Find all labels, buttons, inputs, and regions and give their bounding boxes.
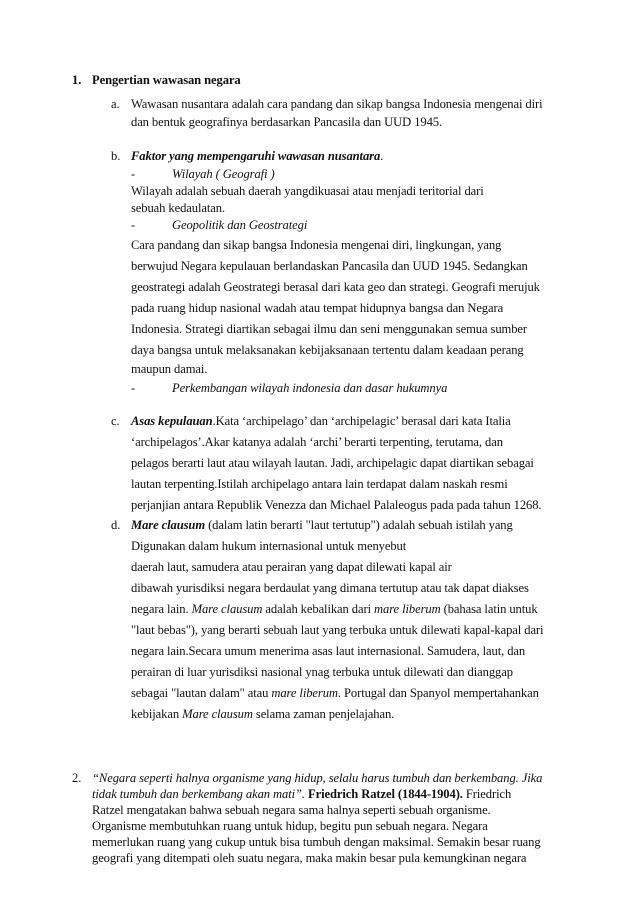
geopolitik-line-3: geostrategi adalah Geostrategi berasal dari kata geo dan strategi. Geografi merujuk [131, 280, 540, 294]
item-d-line-1: Mare clausum (dalam latin berarti "laut tertutup") adalah sebuah istilah yang [131, 518, 513, 532]
item-c-line-2: ‘archipelagos’.Akar katanya adalah ‘archi’ berarti terpenting, terutama, dan [131, 435, 503, 449]
list-dash: - [131, 218, 136, 232]
wilayah-line-2: sebuah kedaulatan. [131, 201, 226, 215]
section-1-number: 1. [72, 73, 82, 87]
subitem-perkembangan-title: Perkembangan wilayah indonesia dan dasar hukumnya [172, 381, 448, 395]
section-2-number: 2. [72, 771, 82, 785]
item-d-line-2: Digunakan dalam hukum internasional untuk menyebut [131, 539, 407, 553]
item-c-line-4: lautan terpenting.Istilah archipelago antara lain terdapat dalam naskah resmi [131, 477, 508, 491]
item-a-label: a. [111, 97, 120, 111]
section-1-title: Pengertian wawasan negara [92, 73, 241, 87]
section-2-line-5: memerlukan ruang yang cukup untuk bisa tumbuh dengan maksimal. Semakin besar ruang [92, 835, 541, 849]
subitem-wilayah-title: Wilayah ( Geografi ) [172, 167, 275, 181]
list-dash: - [131, 381, 136, 395]
item-d-line-7: negara lain.Secara umum menerima asas laut internasional. Samudera, laut, dan [131, 644, 526, 658]
section-2-line-6: geografi yang ditempati oleh suatu negara, maka makin besar pula kemungkinan negara [92, 851, 527, 865]
quote-line-2: tidak tumbuh dan berkembang akan mati”. Friedrich Ratzel (1844-1904). Friedrich [92, 787, 512, 801]
item-c-line-3: pelagos berarti laut atau wilayah lautan. Jadi, archipelagic dapat diartikan sebagai [131, 456, 534, 470]
item-d-line-6: "laut bebas"), yang berarti sebuah laut yang terbuka untuk dilewati kapal-kapal dari [131, 623, 544, 637]
item-c-line-1: Asas kepulauan.Kata ‘archipelago’ dan ‘archipelagic’ berasal dari kata Italia [131, 414, 511, 428]
item-a-line-2: dan bentuk geografinya berdasarkan Pancasila dan UUD 1945. [131, 115, 443, 129]
geopolitik-line-1: Cara pandang dan sikap bangsa Indonesia mengenai diri, lingkungan, yang [131, 238, 502, 252]
item-d-line-9: sebagai "lautan dalam" atau mare liberum. Portugal dan Spanyol mempertahankan [131, 686, 539, 700]
quote-line-1: “Negara seperti halnya organisme yang hidup, selalu harus tumbuh dan berkembang. Jika [92, 771, 543, 785]
item-b-label: b. [111, 149, 121, 163]
item-d-line-4: dibawah yurisdiksi negara berdaulat yang dimana tertutup atau tak dapat diakses [131, 581, 529, 595]
item-d-line-5: negara lain. Mare clausum adalah kebalikan dari mare liberum (bahasa latin untuk [131, 602, 538, 616]
item-b-heading: Faktor yang mempengaruhi wawasan nusantara. [131, 149, 384, 163]
geopolitik-line-4: pada ruang hidup nasional wadah atau tempat hidupnya bangsa dan Negara [131, 301, 504, 315]
section-2-line-4: Organisme membutuhkan ruang untuk hidup, begitu pun sebuah negara. Negara [92, 819, 488, 833]
geopolitik-line-2: berwujud Negara kepulauan berlandaskan Pancasila dan UUD 1945. Sedangkan [131, 259, 528, 273]
item-c-line-5: perjanjian antara Republik Venezza dan Michael Palaleogus pada pada tahun 1268. [131, 498, 542, 512]
geopolitik-line-5: Indonesia. Strategi diartikan sebagai ilmu dan seni menggunakan semua sumber [131, 322, 527, 336]
item-d-line-10: kebijakan Mare clausum selama zaman penjelajahan. [131, 707, 395, 721]
geopolitik-line-7: maupun damai. [131, 362, 208, 376]
item-d-label: d. [111, 518, 121, 532]
list-dash: - [131, 167, 136, 181]
section-2-line-3: Ratzel mengatakan bahwa sebuah negara sama halnya seperti sebuah organisme. [92, 803, 491, 817]
item-d-line-8: perairan di luar yurisdiksi nasional ynag terbuka untuk dilewati dan dianggap [131, 665, 513, 679]
item-a-line-1: Wawasan nusantara adalah cara pandang dan sikap bangsa Indonesia mengenai diri [131, 97, 543, 111]
wilayah-line-1: Wilayah adalah sebuah daerah yangdikuasai atau menjadi teritorial dari [131, 184, 484, 198]
subitem-geopolitik-title: Geopolitik dan Geostrategi [172, 218, 308, 232]
geopolitik-line-6: daya bangsa untuk melaksanakan kebijaksanaan tertentu dalam keadaan perang [131, 343, 524, 357]
item-c-label: c. [111, 414, 120, 428]
item-d-line-3: daerah laut, samudera atau perairan yang dapat dilewati kapal air [131, 560, 452, 574]
